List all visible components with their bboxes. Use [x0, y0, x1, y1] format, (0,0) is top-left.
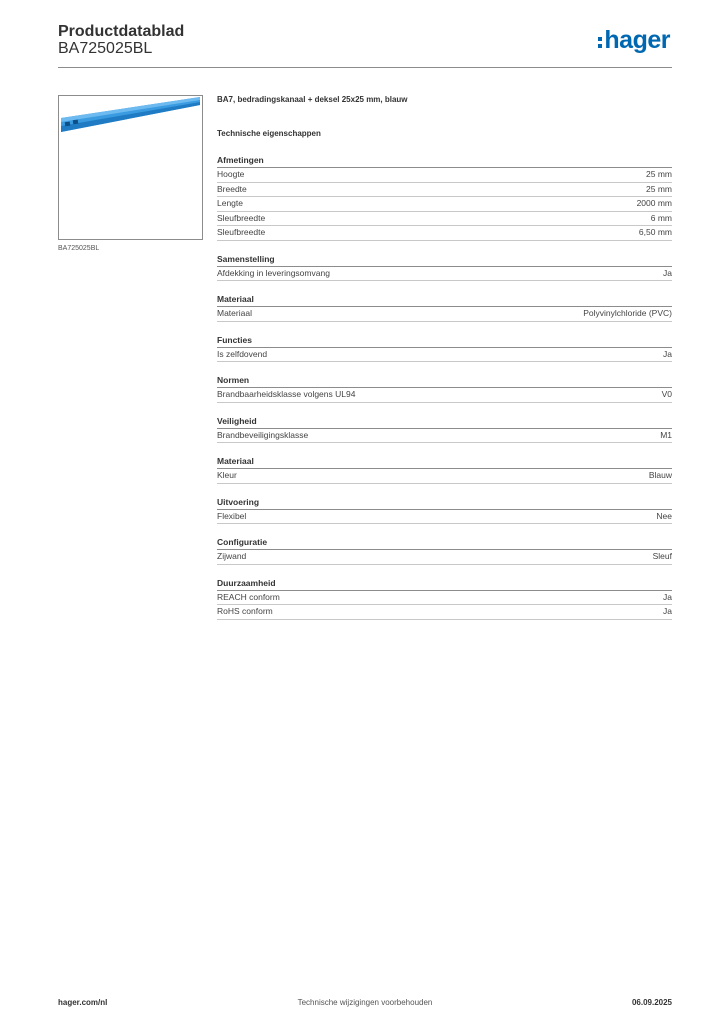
property-row	[217, 388, 672, 403]
property-section	[217, 415, 672, 444]
property-label: Kleur	[217, 470, 237, 480]
property-label: Lengte	[217, 198, 243, 208]
property-row	[217, 267, 672, 282]
property-label: Sleufbreedte	[217, 212, 266, 223]
section-title: Materiaal	[217, 293, 672, 307]
image-caption: BA725025BL	[58, 245, 100, 252]
property-row	[217, 605, 672, 620]
property-label: Zijwand	[217, 551, 247, 561]
product-code: BA725025BL	[58, 40, 153, 57]
property-value: Ja	[663, 348, 672, 359]
property-label: Afdekking in leveringsomvang	[217, 267, 330, 278]
property-section	[217, 253, 672, 282]
property-row	[217, 307, 672, 322]
section-title: Duurzaamheid	[217, 577, 672, 591]
cable-duct-image	[59, 96, 202, 239]
property-value: 2000 mm	[636, 198, 672, 208]
property-row	[217, 226, 672, 241]
property-value: Ja	[663, 591, 672, 602]
section-title: Configuratie	[217, 536, 672, 550]
property-label: REACH conform	[217, 591, 280, 602]
property-label: Flexibel	[217, 510, 247, 521]
page-header	[58, 22, 672, 68]
property-value: Ja	[663, 267, 672, 278]
property-value: Nee	[656, 510, 672, 521]
property-label: Is zelfdovend	[217, 348, 268, 359]
document-title: Productdatablad	[58, 23, 185, 40]
property-row	[217, 183, 672, 198]
product-description: BA7, bedradingskanaal + deksel 25x25 mm, blauw	[217, 95, 408, 104]
property-row	[217, 550, 672, 565]
property-value: Sleuf	[652, 551, 672, 561]
property-section	[217, 154, 672, 241]
property-value: 6,50 mm	[638, 227, 672, 237]
property-value: Blauw	[648, 470, 672, 480]
property-section	[217, 293, 672, 322]
property-row	[217, 168, 672, 183]
property-label: Sleufbreedte	[217, 227, 266, 237]
section-title: Veiligheid	[217, 415, 672, 429]
property-value: Ja	[663, 606, 672, 616]
property-label: RoHS conform	[217, 606, 273, 616]
property-value: V0	[661, 389, 672, 399]
property-label: Materiaal	[217, 308, 252, 318]
property-value: 6 mm	[650, 212, 672, 223]
hager-logo	[598, 27, 670, 53]
logo-text: hager	[604, 26, 670, 54]
property-section	[217, 374, 672, 403]
property-row	[217, 212, 672, 227]
property-row	[217, 591, 672, 606]
tech-properties-title: Technische eigenschappen	[217, 129, 321, 138]
property-section	[217, 455, 672, 484]
property-section	[217, 577, 672, 620]
footer-date: 06.09.2025	[631, 998, 672, 1007]
section-title: Functies	[217, 334, 672, 348]
product-image	[58, 95, 203, 240]
property-section	[217, 496, 672, 525]
property-row	[217, 510, 672, 525]
property-row	[217, 429, 672, 444]
property-section	[217, 536, 672, 565]
property-label: Breedte	[217, 183, 247, 194]
property-row	[217, 469, 672, 484]
footer-notice: Technische wijzigingen voorbehouden	[297, 998, 433, 1007]
property-row	[217, 348, 672, 363]
product-content	[217, 94, 672, 620]
section-title: Uitvoering	[217, 496, 672, 510]
properties-list	[217, 154, 672, 620]
property-value: M1	[660, 429, 672, 440]
property-row	[217, 197, 672, 212]
property-value: 25 mm	[646, 183, 672, 194]
property-value: 25 mm	[646, 169, 672, 179]
property-label: Brandbeveiligingsklasse	[217, 429, 309, 440]
property-label: Brandbaarheidsklasse volgens UL94	[217, 389, 356, 399]
footer-website: hager.com/nl	[58, 998, 108, 1007]
property-value: Polyvinylchloride (PVC)	[583, 308, 672, 318]
section-title: Afmetingen	[217, 154, 672, 168]
section-title: Samenstelling	[217, 253, 672, 267]
section-title: Materiaal	[217, 455, 672, 469]
logo-dots-icon	[598, 37, 602, 48]
property-label: Hoogte	[217, 169, 245, 179]
section-title: Normen	[217, 374, 672, 388]
property-section	[217, 334, 672, 363]
